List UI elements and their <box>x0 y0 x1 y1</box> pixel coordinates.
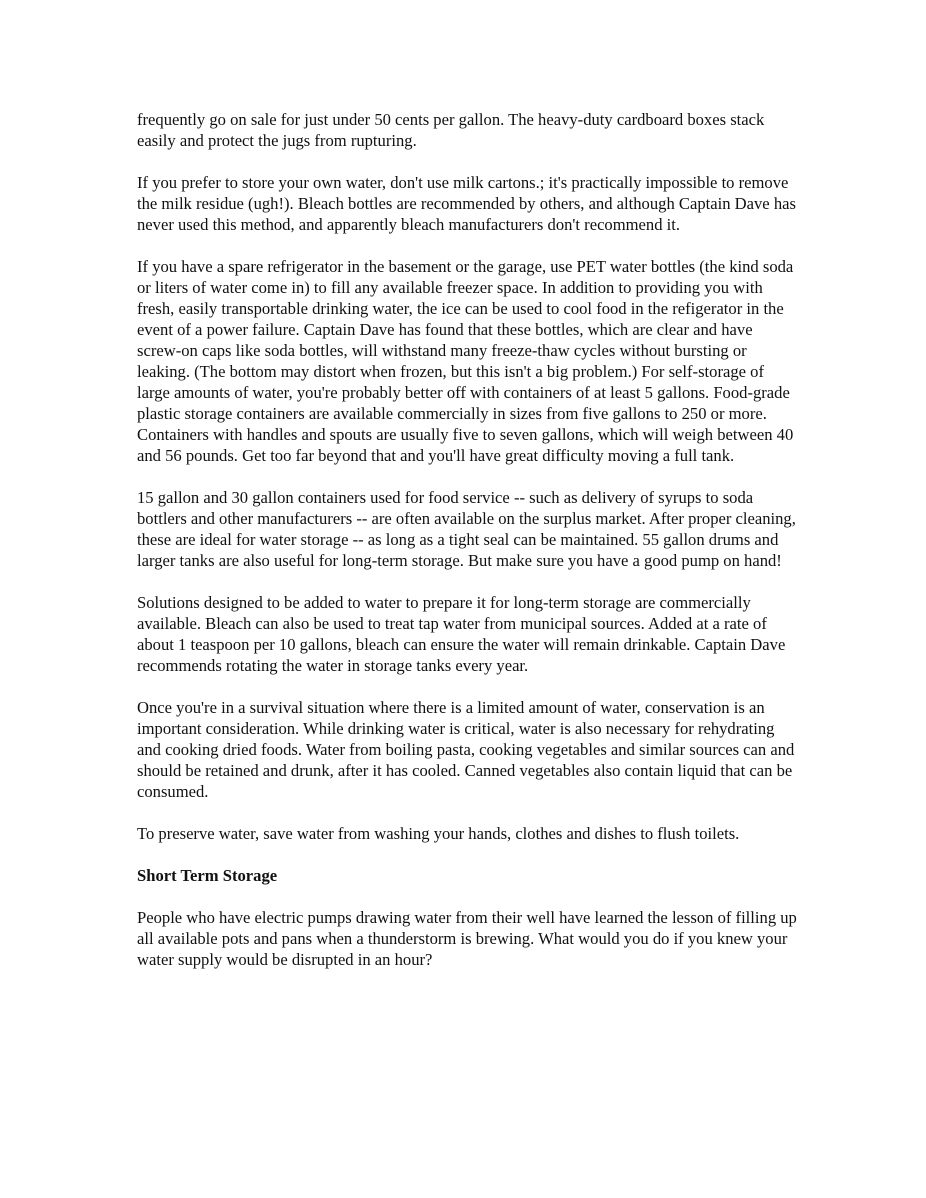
paragraph-cartons-sale: frequently go on sale for just under 50 cents per gallon. The heavy-duty cardboard boxes stack easily and protect the jugs from rupturing. <box>137 110 765 150</box>
document-body <box>137 109 797 991</box>
paragraph-pet-bottles: If you have a spare refrigerator in the basement or the garage, use PET water bottles (the kind soda or liters of water come in) to fill any available freezer space. In addition to providing you with fresh, easily transportable drinking water, the ice can be used to cool food in the refigerator in the event of a power failure. Captain Dave has found that these bottles, which are clear and have screw-on caps like soda bottles, will withstand many freeze-thaw cycles without bursting or leaking. (The bottom may distort when frozen, but this isn't a big problem.) For self-storage of large amounts of water, you're probably better off with containers of at least 5 gallons. Food-grade plastic storage containers are available commercially in sizes from five gallons to 250 or more. Containers with handles and spouts are usually five to seven gallons, which will weigh between 40 and 56 pounds. Get too far beyond that and you'll have great difficulty moving a full tank. <box>137 257 794 465</box>
section-heading-short-term-storage: Short Term Storage <box>137 866 278 885</box>
paragraph-preserve-water: To preserve water, save water from washing your hands, clothes and dishes to flush toilets. <box>137 824 740 843</box>
paragraph-conservation: Once you're in a survival situation where there is a limited amount of water, conservation is an important consideration. While drinking water is critical, water is also necessary for rehydrating and cooking dried foods. Water from boiling pasta, cooking vegetables and similar sources can and should be retained and drunk, after it has cooled. Canned vegetables also contain liquid that can be consumed. <box>137 698 795 801</box>
paragraph-food-service-containers: 15 gallon and 30 gallon containers used for food service -- such as delivery of syrups to soda bottlers and other manufacturers -- are often available on the surplus market. After proper cleaning, these are ideal for water storage -- as long as a tight seal can be maintained. 55 gallon drums and larger tanks are also useful for long-term storage. But make sure you have a good pump on hand! <box>137 488 796 570</box>
paragraph-storage-solutions: Solutions designed to be added to water to prepare it for long-term storage are commercially available. Bleach can also be used to treat tap water from municipal sources. Added at a rate of about 1 teaspoon per 10 gallons, bleach can ensure the water will remain drinkable. Captain Dave recommends rotating the water in storage tanks every year. <box>137 593 786 675</box>
paragraph-electric-pumps: People who have electric pumps drawing water from their well have learned the lesson of filling up all available pots and pans when a thunderstorm is brewing. What would you do if you knew your water supply would be disrupted in an hour? <box>137 908 797 969</box>
paragraph-store-own-water: If you prefer to store your own water, don't use milk cartons.; it's practically impossible to remove the milk residue (ugh!). Bleach bottles are recommended by others, and although Captain Dave has never used this method, and apparently bleach manufacturers don't recommend it. <box>137 173 796 234</box>
